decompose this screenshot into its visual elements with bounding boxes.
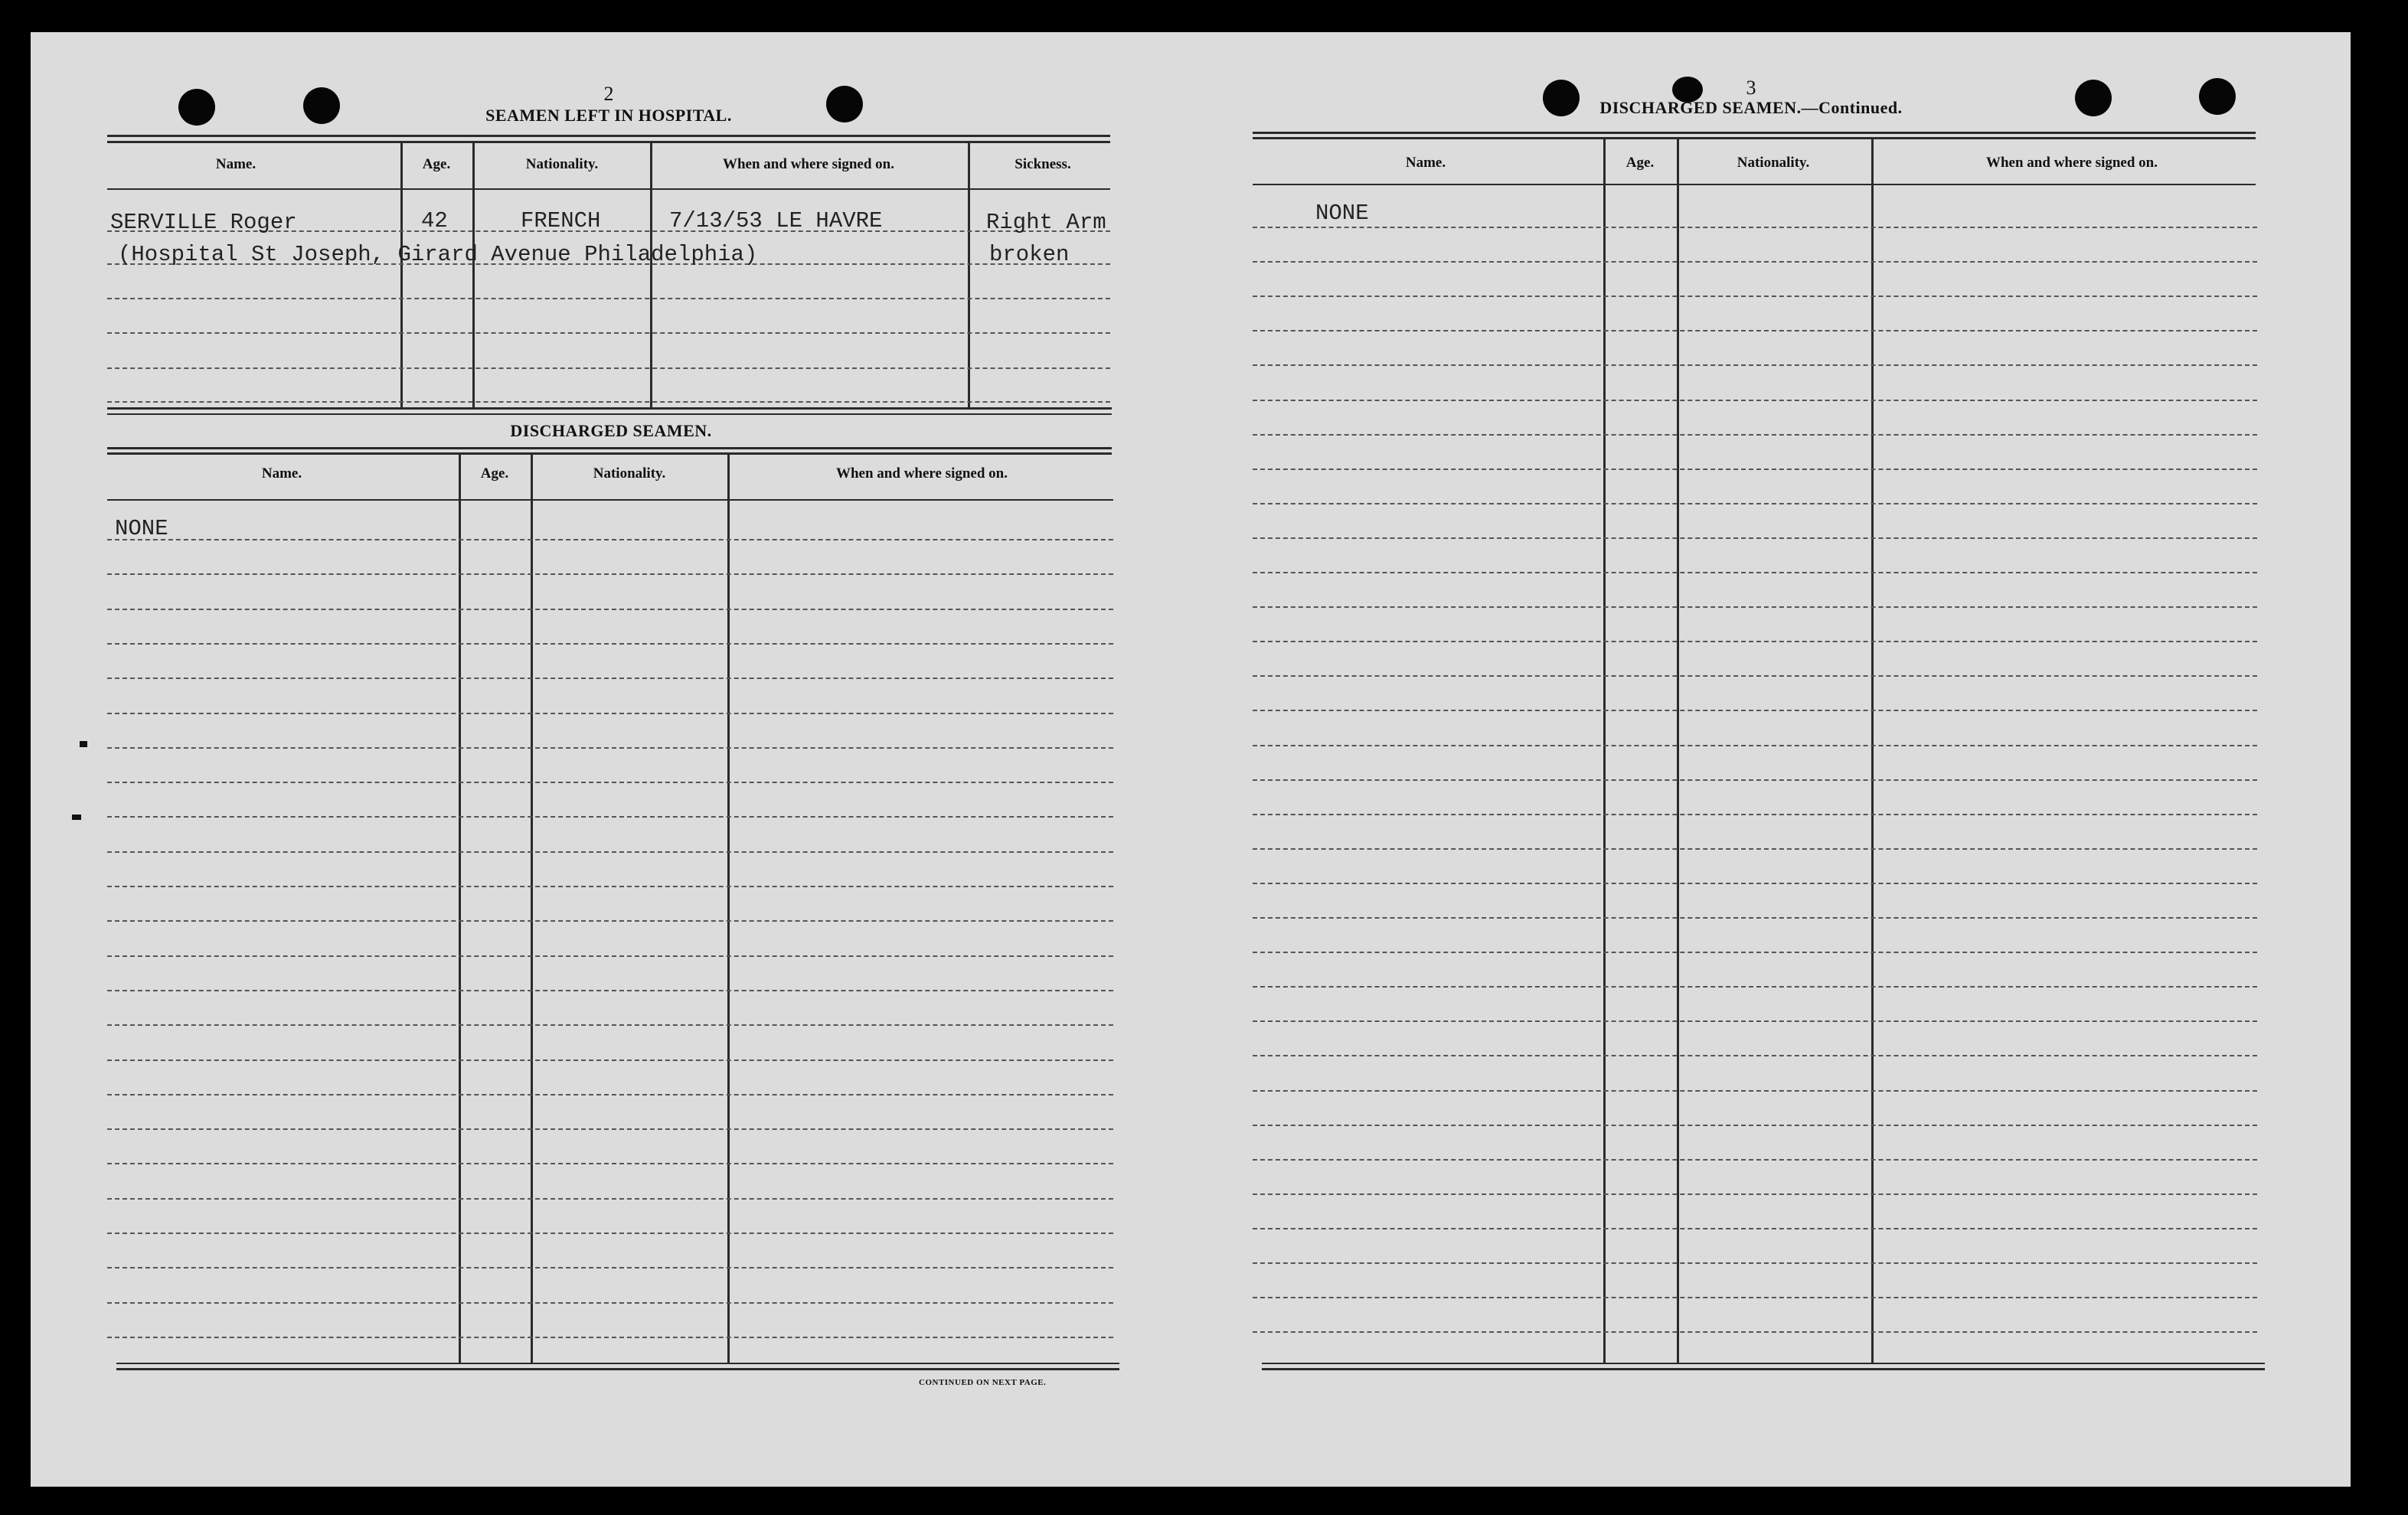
col-head-age: Age. — [422, 156, 451, 172]
entry-line — [1253, 537, 2257, 539]
table-top-rule — [107, 447, 1112, 449]
column-divider — [531, 455, 533, 1363]
column-divider — [1603, 139, 1606, 1363]
entry-line — [1253, 917, 2257, 919]
entry-line — [107, 1267, 1113, 1268]
seaman-age: 42 — [421, 208, 448, 233]
col-head-signed-on: When and where signed on. — [722, 156, 895, 172]
entry-line — [1253, 1159, 2257, 1161]
discharged-entry: NONE — [115, 516, 168, 541]
table-top-rule — [107, 141, 1110, 143]
entry-line — [1253, 503, 2257, 504]
col-head-name: Name. — [215, 156, 256, 172]
header-bottom-rule — [107, 188, 1110, 190]
entry-line — [1253, 1020, 2257, 1022]
table-bottom-rule — [107, 407, 1112, 410]
entry-line — [107, 1163, 1113, 1164]
entry-line — [1253, 641, 2257, 642]
col-head-nationality: Nationality. — [525, 156, 599, 172]
table-top-rule — [107, 452, 1112, 455]
entry-line — [107, 816, 1113, 818]
column-divider — [1871, 139, 1874, 1363]
entry-line — [1253, 1090, 2257, 1092]
col-head-age: Age. — [1625, 155, 1655, 171]
entry-line — [107, 332, 1110, 334]
entry-line — [107, 1198, 1113, 1200]
col-head-signed-on: When and where signed on. — [1985, 155, 2158, 171]
entry-line — [107, 713, 1113, 714]
col-head-signed-on: When and where signed on. — [835, 465, 1008, 482]
entry-line — [1253, 952, 2257, 953]
entry-line — [1253, 1228, 2257, 1229]
header-bottom-rule — [1253, 184, 2256, 185]
continued-footer: CONTINUED ON NEXT PAGE. — [919, 1378, 1047, 1387]
col-head-age: Age. — [480, 465, 509, 482]
entry-line — [107, 920, 1113, 922]
table-bottom-rule — [1262, 1368, 2265, 1370]
table-top-rule — [1253, 132, 2256, 134]
entry-line — [107, 1024, 1113, 1026]
entry-line — [1253, 295, 2257, 297]
entry-line — [107, 1094, 1113, 1095]
entry-line — [107, 1302, 1113, 1304]
margin-mark — [72, 815, 81, 820]
entry-line — [107, 678, 1113, 679]
entry-line — [1253, 572, 2257, 573]
table-bottom-rule — [1262, 1363, 2265, 1364]
margin-mark — [80, 741, 87, 747]
seaman-name: SERVILLE Roger — [110, 210, 297, 235]
discharged-section-title: DISCHARGED SEAMEN. — [510, 421, 712, 440]
entry-line — [107, 886, 1113, 887]
table-bottom-rule — [116, 1363, 1119, 1364]
entry-line — [1253, 469, 2257, 470]
right-page — [1253, 69, 2340, 1447]
col-head-name: Name. — [261, 465, 302, 482]
entry-line — [107, 367, 1110, 369]
entry-line — [1253, 814, 2257, 815]
seaman-signed-on: 7/13/53 LE HAVRE — [669, 208, 883, 233]
entry-line — [107, 643, 1113, 645]
table-bottom-rule — [116, 1368, 1119, 1370]
header-bottom-rule — [107, 499, 1113, 501]
entry-line — [107, 1060, 1113, 1061]
discharged-continued-title: DISCHARGED SEAMEN.—Continued. — [1599, 98, 1903, 117]
entry-line — [1253, 227, 2257, 228]
entry-line — [1253, 261, 2257, 263]
seaman-nationality: FRENCH — [521, 208, 601, 233]
entry-line — [1253, 1297, 2257, 1298]
table-top-rule — [107, 135, 1110, 137]
entry-line — [107, 573, 1113, 575]
col-head-nationality: Nationality. — [1737, 155, 1810, 171]
col-head-name: Name. — [1405, 155, 1446, 171]
entry-line — [1253, 1125, 2257, 1126]
entry-line — [107, 401, 1110, 403]
seaman-hospital-address: (Hospital St Joseph, Girard Avenue Philadelphia) — [118, 242, 758, 267]
entry-line — [107, 1233, 1113, 1234]
entry-line — [107, 539, 1113, 540]
entry-line — [1253, 1262, 2257, 1264]
column-divider — [1677, 139, 1679, 1363]
entry-line — [1253, 779, 2257, 781]
entry-line — [1253, 986, 2257, 988]
entry-line — [107, 851, 1113, 853]
entry-line — [1253, 1193, 2257, 1195]
entry-line — [1253, 745, 2257, 746]
entry-line — [1253, 364, 2257, 366]
discharged-entry: NONE — [1315, 201, 1369, 226]
column-divider — [459, 455, 461, 1363]
seaman-sickness-detail: broken — [989, 242, 1070, 267]
hospital-section-title: SEAMEN LEFT IN HOSPITAL. — [485, 106, 732, 125]
column-divider — [727, 455, 730, 1363]
seaman-sickness: Right Arm — [986, 210, 1106, 235]
entry-line — [1253, 1331, 2257, 1333]
entry-line — [107, 298, 1110, 299]
entry-line — [1253, 710, 2257, 711]
left-page — [107, 69, 1156, 1447]
col-head-sickness: Sickness. — [1014, 156, 1071, 172]
entry-line — [1253, 434, 2257, 436]
page-number: 3 — [1746, 77, 1756, 99]
entry-line — [1253, 330, 2257, 331]
entry-line — [107, 609, 1113, 610]
entry-line — [1253, 606, 2257, 608]
col-head-nationality: Nationality. — [593, 465, 666, 482]
table-bottom-rule — [107, 413, 1112, 415]
table-top-rule — [1253, 137, 2256, 139]
document-sheet — [31, 32, 2351, 1487]
entry-line — [107, 1128, 1113, 1130]
entry-line — [107, 782, 1113, 783]
entry-line — [1253, 1055, 2257, 1056]
entry-line — [107, 990, 1113, 991]
entry-line — [107, 747, 1113, 749]
entry-line — [1253, 883, 2257, 884]
page-number: 2 — [603, 83, 614, 105]
entry-line — [107, 955, 1113, 957]
entry-line — [1253, 848, 2257, 850]
entry-line — [1253, 400, 2257, 401]
entry-line — [1253, 675, 2257, 677]
entry-line — [107, 1337, 1113, 1338]
